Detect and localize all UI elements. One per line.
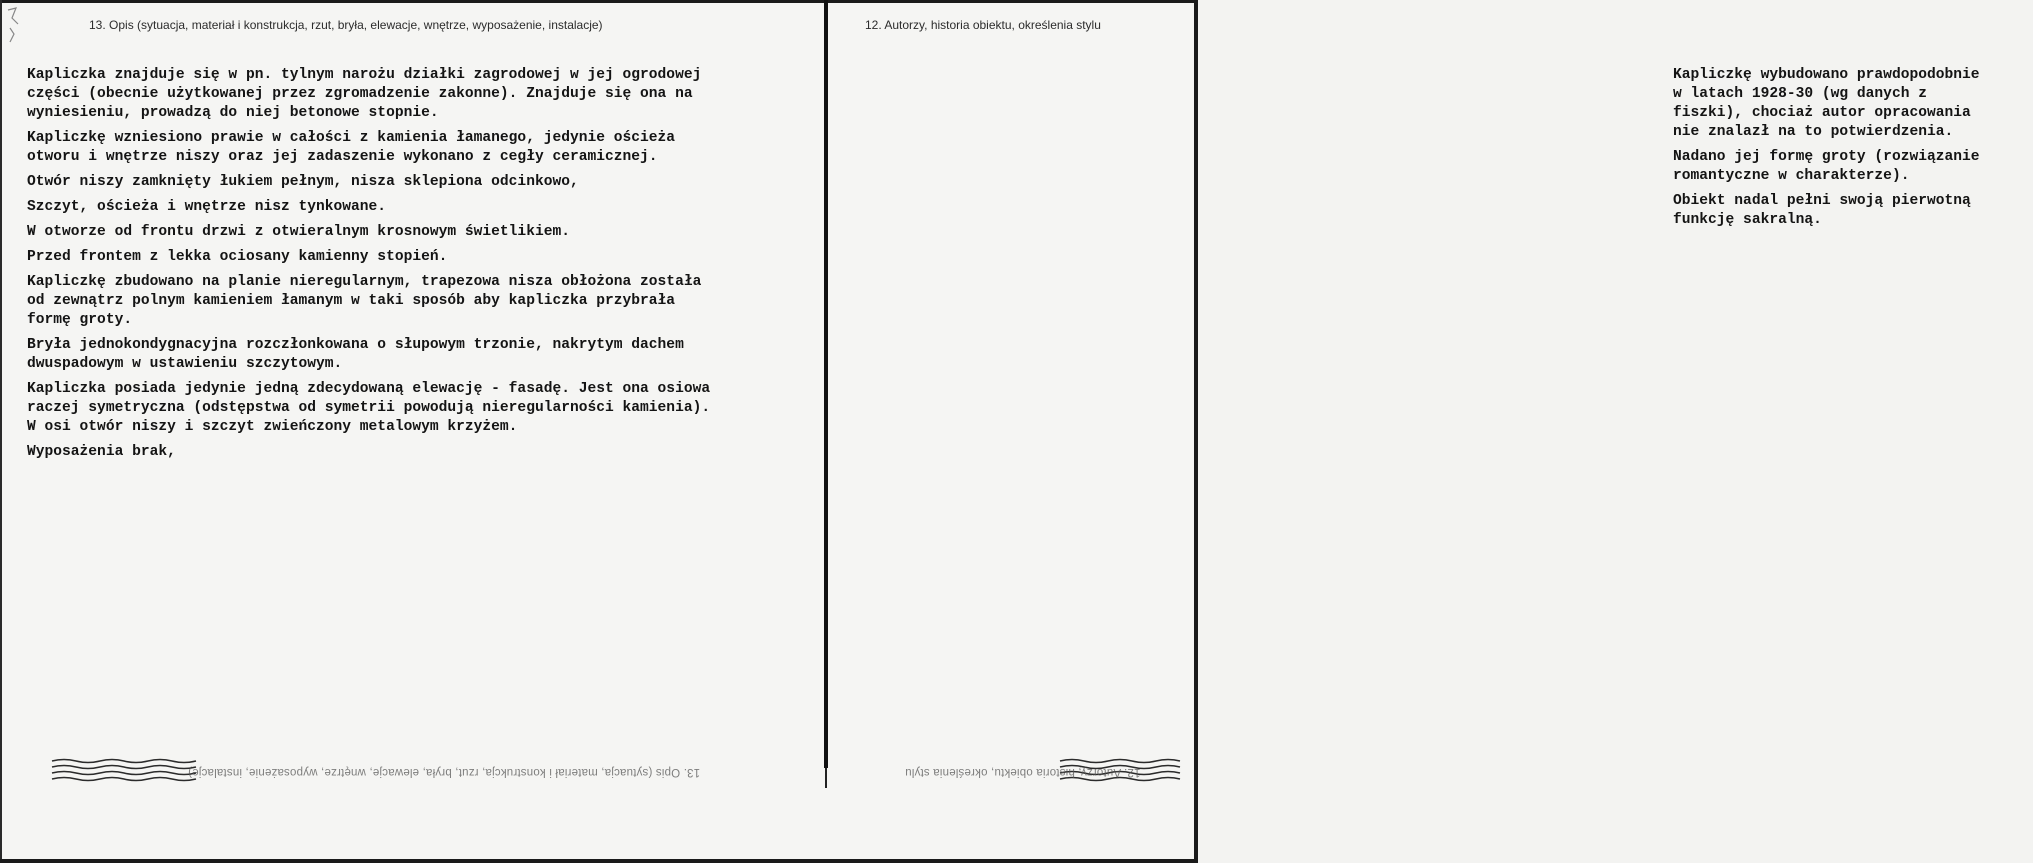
description-paragraph: Kapliczka posiada jedynie jedną zdecydowaną elewację - fasadę. Jest ona osiowa raczej symetryczna (odstępstwa od symetrii powodują nieregularności kamienia). W osi otwór niszy i szczyt zwieńczony metalowym krzyżem. bbox=[27, 381, 711, 435]
description-paragraph: Przed frontem z lekka ociosany kamienny stopień. bbox=[27, 249, 448, 265]
column-divider bbox=[824, 0, 828, 768]
card-border-right bbox=[1194, 0, 1198, 863]
description-paragraph: Kapliczka znajduje się w pn. tylnym narożu działki zagrodowej w jej ogrodowej części (obecnie użytkowanej przez zgromadzenie zakonne). Znajduje się ona na wyniesieniu, prowadzą do niej betonowe stopnie. bbox=[27, 67, 702, 121]
description-paragraph: Otwór niszy zamknięty łukiem pełnym, nisza sklepiona odcinkowo, bbox=[27, 174, 579, 190]
section-13-heading: 13. Opis (sytuacja, materiał i konstrukcja, rzut, bryła, elewacje, wnętrze, wyposażenie, instalacje) bbox=[89, 18, 603, 32]
description-paragraph: Bryła jednokondygnacyjna rozczłonkowana o słupowym trzonie, nakrytym dachem dwuspadowym w ustawieniu szczytowym. bbox=[27, 337, 684, 372]
punch-mark-icon bbox=[4, 4, 24, 50]
card-border-left bbox=[0, 0, 2, 863]
card-border-bottom bbox=[0, 859, 1198, 863]
description-paragraph: Kapliczkę zbudowano na planie nieregularnym, trapezowa nisza obłożona została od zewnątrz polnym kamieniem łamanym w taki sposób aby kapliczka przybrała formę groty. bbox=[27, 274, 702, 328]
history-paragraph: Nadano jej formę groty (rozwiązanie romantyczne w charakterze). bbox=[1673, 149, 1980, 184]
description-paragraph: W otworze od frontu drzwi z otwieralnym krosnowym świetlikiem. bbox=[27, 224, 570, 240]
history-paragraph: Obiekt nadal pełni swoją pierwotną funkcję sakralną. bbox=[1673, 193, 1971, 228]
history-paragraph: Kapliczkę wybudowano prawdopodobnie w latach 1928-30 (wg danych z fiszki), chociaż autor opracowania nie znalazł na to potwierdzenia. bbox=[1673, 67, 1980, 140]
mirrored-section-13-heading: 13. Opis (sytuacja, materiał i konstrukcja, rzut, bryła, elewacje, wnętrze, wyposażenie, instalacje) bbox=[188, 766, 701, 778]
history-column bbox=[1673, 66, 2033, 236]
section-12-heading: 12. Autorzy, historia obiektu, określenia stylu bbox=[865, 18, 1101, 32]
description-paragraph: Szczyt, ościeża i wnętrze nisz tynkowane. bbox=[27, 199, 387, 215]
description-column bbox=[27, 66, 822, 468]
history-column-clip bbox=[830, 0, 1980, 760]
mirrored-section-12-heading: 12. Autorzy, historia obiektu, określenia stylu bbox=[905, 766, 1141, 778]
description-paragraph: Kapliczkę wzniesiono prawie w całości z kamienia łamanego, jedynie ościeża otworu i wnętrze niszy oraz jej zadaszenie wykonano z cegły ceramicznej. bbox=[27, 130, 676, 165]
description-paragraph: Wyposażenia brak, bbox=[27, 444, 176, 460]
